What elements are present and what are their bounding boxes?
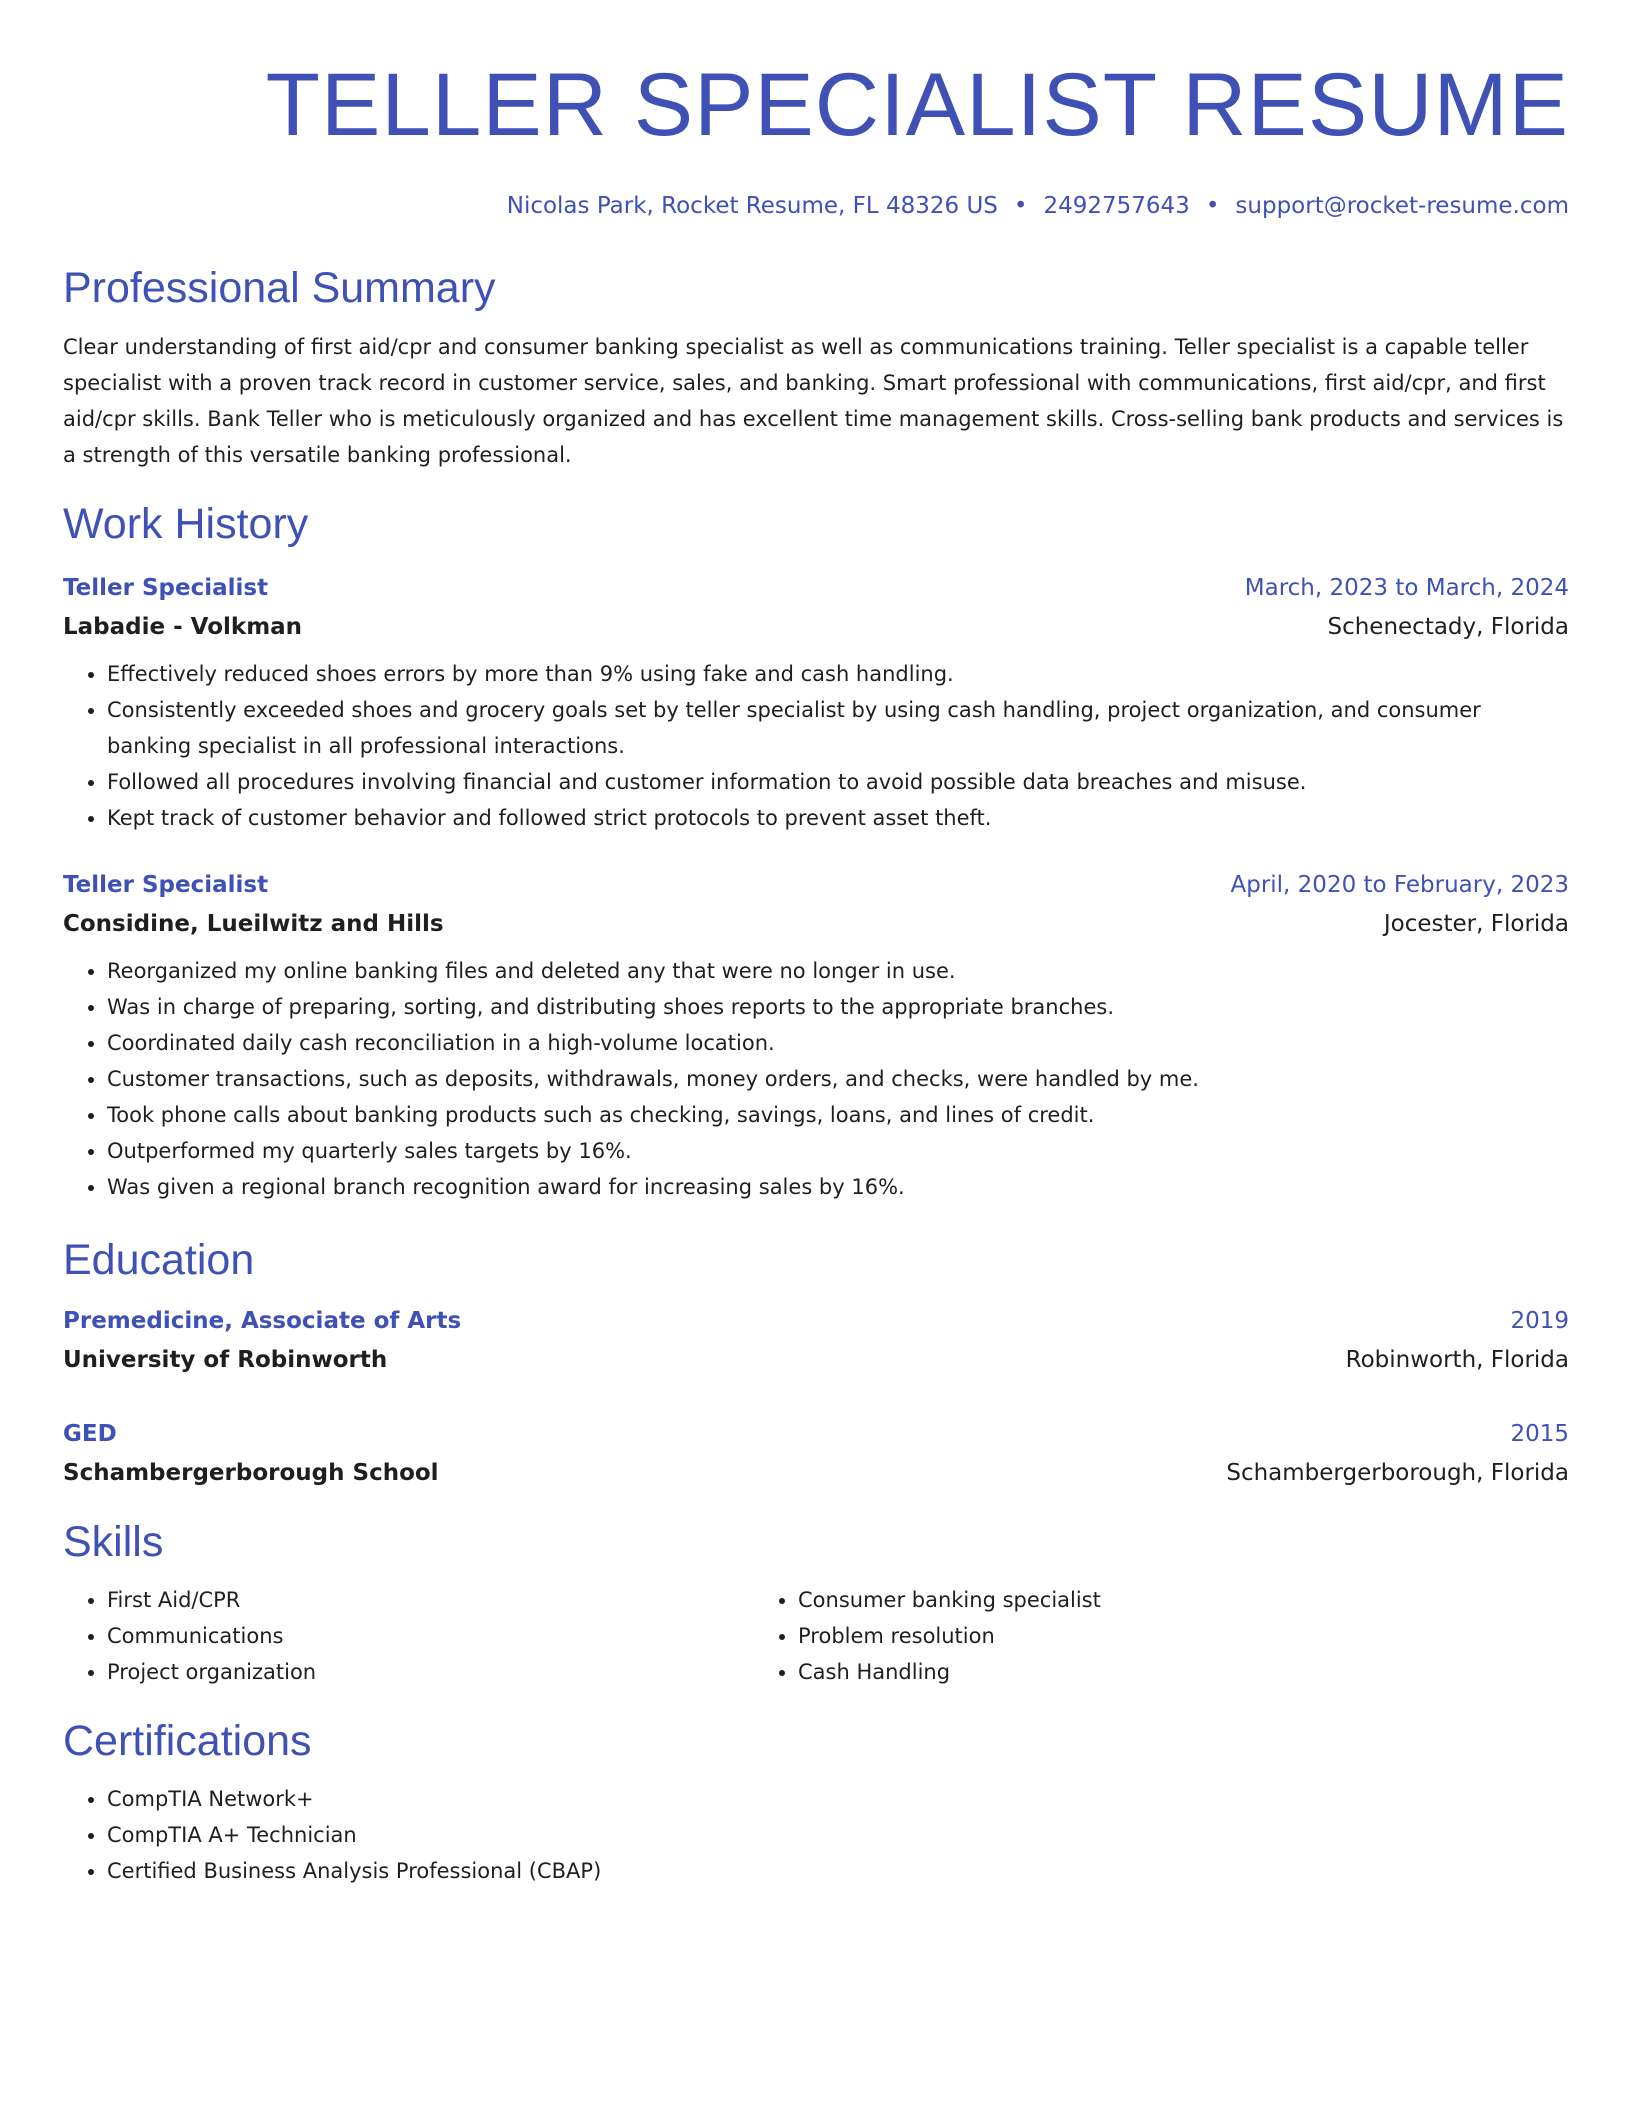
work-history-heading: Work History [63, 500, 309, 548]
job-bullet: • Took phone calls about banking products such as checking, savings, loans, and lines of credit. [107, 1097, 1569, 1133]
job-location: Schenectady, Florida [1327, 614, 1569, 640]
skill-item: • Problem resolution [798, 1618, 1101, 1654]
job-bullet: • Reorganized my online banking files and deleted any that were no longer in use. [107, 953, 1569, 989]
education-school-row [63, 1346, 1569, 1374]
skill-item: • Communications [107, 1618, 754, 1654]
contact-line [63, 192, 1569, 220]
education-entry [63, 1420, 1569, 1487]
certification-item: • Certified Business Analysis Professional (CBAP) [107, 1853, 1569, 1889]
job-dates: March, 2023 to March, 2024 [1244, 575, 1569, 601]
education-entry [63, 1307, 1569, 1374]
job-bullet: • Effectively reduced shoes errors by more than 9% using fake and cash handling. [107, 656, 1569, 692]
education-school: University of Robinworth [63, 1347, 388, 1373]
job-bullets [63, 953, 1569, 1205]
contact-email: support@rocket-resume.com [1235, 193, 1569, 219]
job-bullet: • Followed all procedures involving financial and customer information to avoid possible data breaches and misuse. [107, 764, 1569, 800]
contact-address: Nicolas Park, Rocket Resume, FL 48326 US [506, 193, 998, 219]
education-degree-row [63, 1307, 1569, 1335]
job-bullet: • Was in charge of preparing, sorting, and distributing shoes reports to the appropriate branches. [107, 989, 1569, 1025]
job-bullet: • Coordinated daily cash reconciliation in a high-volume location. [107, 1025, 1569, 1061]
job-company-row [63, 910, 1569, 938]
education-degree-row [63, 1420, 1569, 1448]
resume-header [63, 54, 1569, 220]
education-year: 2019 [1510, 1308, 1569, 1334]
job-dates: April, 2020 to February, 2023 [1230, 872, 1569, 898]
contact-separator: • [1013, 193, 1028, 219]
certifications-heading: Certifications [63, 1717, 312, 1765]
education-year: 2015 [1510, 1421, 1569, 1447]
education-degree: Premedicine, Associate of Arts [63, 1308, 462, 1334]
job-bullet: • Kept track of customer behavior and followed strict protocols to prevent asset theft. [107, 800, 1569, 836]
job-bullet: • Was given a regional branch recognition award for increasing sales by 16%. [107, 1169, 1569, 1205]
summary-heading: Professional Summary [63, 264, 496, 312]
education-location: Robinworth, Florida [1345, 1347, 1569, 1373]
job-company: Considine, Lueilwitz and Hills [63, 911, 444, 937]
job-title-row [63, 871, 1569, 899]
skills-column [754, 1582, 1101, 1690]
job-entry [63, 871, 1569, 1205]
education-location: Schambergerborough, Florida [1226, 1460, 1569, 1486]
contact-phone: 2492757643 [1043, 193, 1190, 219]
resume-title: TELLER SPECIALIST RESUME [265, 54, 1569, 154]
job-bullet: • Consistently exceeded shoes and grocery goals set by teller specialist by using cash handling, project organization, and consumer banking specialist in all professional interactions. [107, 692, 1569, 764]
job-location: Jocester, Florida [1383, 911, 1569, 937]
education-degree: GED [63, 1421, 117, 1447]
skill-item: • Consumer banking specialist [798, 1582, 1101, 1618]
certification-item: • CompTIA A+ Technician [107, 1817, 1569, 1853]
education-school-row [63, 1459, 1569, 1487]
job-entry [63, 574, 1569, 836]
skills-column [63, 1582, 754, 1690]
certification-item: • CompTIA Network+ [107, 1781, 1569, 1817]
skill-item: • First Aid/CPR [107, 1582, 754, 1618]
skill-item: • Cash Handling [798, 1654, 1101, 1690]
education-school: Schambergerborough School [63, 1460, 439, 1486]
job-bullet: • Outperformed my quarterly sales targets by 16%. [107, 1133, 1569, 1169]
education-heading: Education [63, 1236, 255, 1284]
skills-list [63, 1582, 1569, 1690]
job-bullet: • Customer transactions, such as deposits, withdrawals, money orders, and checks, were handled by me. [107, 1061, 1569, 1097]
skill-item: • Project organization [107, 1654, 754, 1690]
contact-separator: • [1205, 193, 1220, 219]
skills-heading: Skills [63, 1518, 164, 1566]
job-title: Teller Specialist [63, 575, 269, 601]
summary-text: Clear understanding of first aid/cpr and consumer banking specialist as well as communications training. Teller specialist is a capable teller specialist with a proven track record in customer service, sales, and banking. Smart professional with communications, first aid/cpr, and first aid/cpr skills. Bank Teller who is meticulously organized and has excellent time management skills. Cross-selling bank products and services is a strength of this versatile banking professional. [63, 335, 1564, 467]
job-company: Labadie - Volkman [63, 614, 303, 640]
job-company-row [63, 613, 1569, 641]
job-bullets [63, 656, 1569, 836]
certifications-list [63, 1781, 1569, 1889]
job-title: Teller Specialist [63, 872, 269, 898]
job-title-row [63, 574, 1569, 602]
